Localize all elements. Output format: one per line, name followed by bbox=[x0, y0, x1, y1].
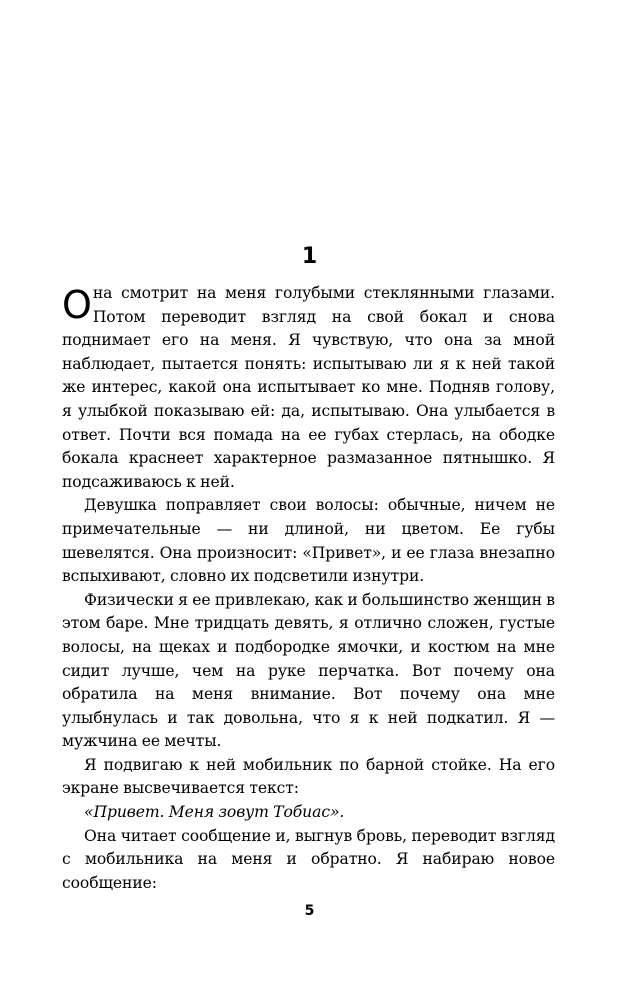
paragraph-1 bbox=[62, 282, 555, 494]
chapter-body bbox=[62, 282, 555, 895]
paragraph-2: Девушка поправляет свои волосы: обычные, ничем не примечательные — ни длиной, ни цветом. Ее губы шевелятся. Она произносит: «Привет», и ее глаза внезапно вспыхивают, словно их подсветили изнутри. bbox=[62, 496, 555, 586]
paragraph-1-text: на смотрит на меня голубыми стеклянными глазами. Потом переводит взгляд на свой бокал и снова поднимает его на меня. Я чувствую, что она за мной наблюдает, пытается понять: испытываю ли я к ней такой же интерес, какой она испытывает ко мне. Подняв голову, я улыбкой показываю ей: да, испытываю. Она улыбается в ответ. Почти вся помада на ее губах стерлась, на ободке бокала краснеет характерное размазанное пятнышко. Я подсаживаюсь к ней. bbox=[62, 284, 555, 491]
paragraph-3: Физически я ее привлекаю, как и большинство женщин в этом баре. Мне тридцать девять, я отлично сложен, густые волосы, на щеках и подбородке ямочки, и костюм на мне сидит лучше, чем на руке перчатка. Вот почему она обратила на меня внимание. Вот почему она мне улыбнулась и так довольна, что я к ней подкатил. Я — мужчина ее мечты. bbox=[62, 590, 555, 751]
paragraph-6: Она читает сообщение и, выгнув бровь, переводит взгляд с мобильника на меня и обратно. Я набираю новое сообщение: bbox=[62, 826, 555, 892]
page-number: 5 bbox=[304, 903, 315, 919]
chapter-number: 1 bbox=[301, 244, 318, 269]
drop-cap: О bbox=[62, 283, 92, 327]
paragraph-5-message: «Привет. Меня зовут Тобиас». bbox=[84, 803, 345, 822]
paragraph-4: Я подвигаю к ней мобильник по барной стойке. На его экране высвечивается текст: bbox=[62, 755, 555, 798]
